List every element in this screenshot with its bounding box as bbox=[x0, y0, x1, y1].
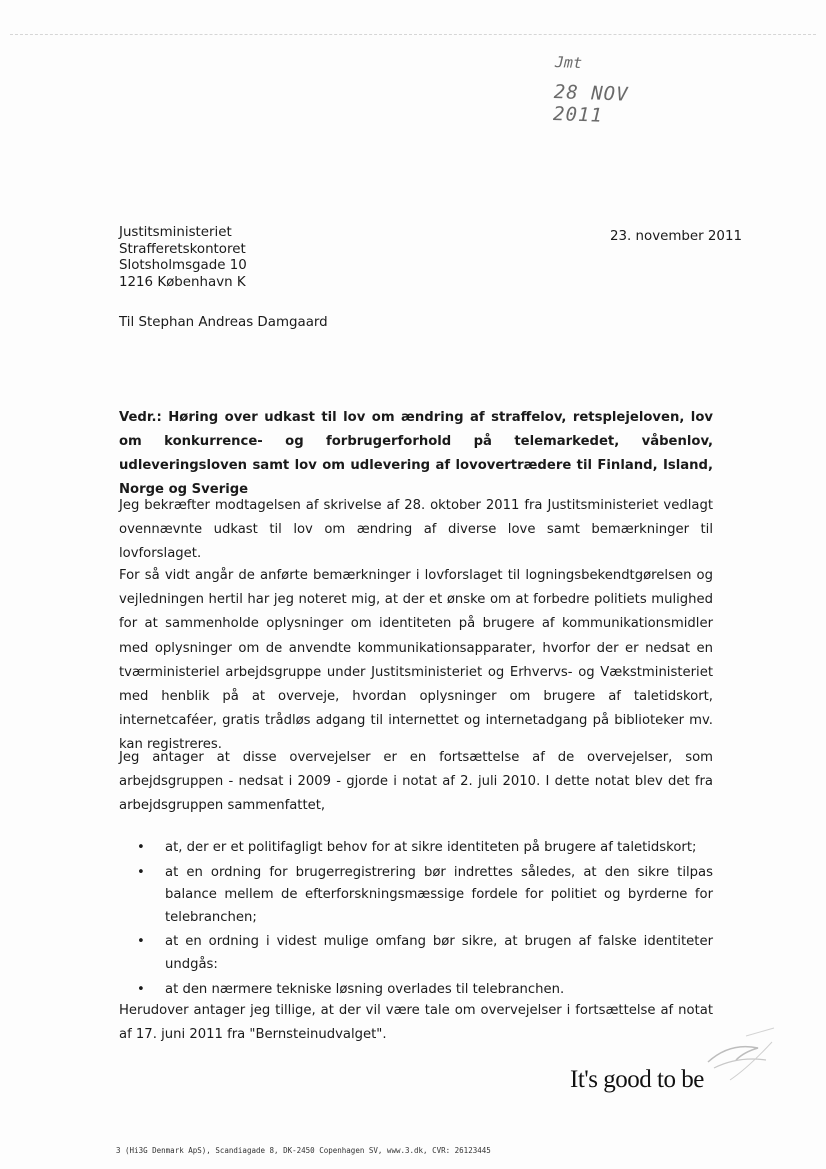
bullet-item bbox=[137, 862, 713, 930]
bullet-text: at, der er et politifagligt behov for at sikre identiteten på brugere af taletidskort; bbox=[165, 840, 697, 855]
bullet-dot-icon: • bbox=[137, 840, 145, 855]
body-paragraph: For så vidt angår de anførte bemærkninger i lovforslaget til logningsbekendtgørelsen og vejledningen hertil har jeg noteret mig, at der et ønske om at forbedre politiets mulighed for at sammenholde oplysninger om identiteten på brugere af kommunikationsmidler med oplysninger om de anvendte kommunikationsapparater, hvorfor der er nedsat en tværministeriel arbejdsgruppe under Justitsministeriet og Erhvervs- og Vækstministeriet med henblik på at overveje, hvordan oplysninger om brugere af taletidskort, internetcaféer, gratis trådløs adgang til internettet og internetadgang på biblioteker mv. kan registreres. bbox=[119, 568, 713, 753]
scan-edge-line bbox=[10, 34, 816, 35]
brand-tagline: It's good to be bbox=[570, 1066, 704, 1093]
closing-paragraph: Herudover antager jeg tillige, at der vil være tale om overvejelser i fortsættelse af notat af 17. juni 2011 fra "Bernsteinudvalget". bbox=[119, 1003, 713, 1043]
bullet-text: at en ordning for brugerregistrering bør indrettes således, at den sikre tilpas balance mellem de efterforskningsmæssige fordele for politiet og byrderne for telebranchen; bbox=[165, 864, 713, 925]
stamp-date: 28 NOV 2011 bbox=[552, 81, 629, 127]
recipient-line: 1216 København K bbox=[119, 274, 246, 290]
subject-heading: Vedr.: Høring over udkast til lov om ændring af straffelov, retsplejeloven, lov om konkurrence- og forbrugerforhold på telemarkedet, våbenlov, udleveringsloven samt lov om udlevering af lovovertrædere til Finland, Island, Norge og Sverige bbox=[119, 410, 713, 497]
attention-line: Til Stephan Andreas Damgaard bbox=[119, 315, 328, 330]
recipient-line: Strafferetskontoret bbox=[119, 241, 246, 257]
recipient-line: Justitsministeriet bbox=[119, 225, 232, 240]
letter-date: 23. november 2011 bbox=[609, 229, 742, 244]
bullet-item bbox=[137, 931, 713, 976]
body-paragraph: Jeg bekræfter modtagelsen af skrivelse af 28. oktober 2011 fra Justitsministeriet vedlagt ovennævnte udkast til lov om ændring af diverse love samt bemærkninger til lovforslaget. bbox=[119, 498, 713, 562]
recipient-address bbox=[119, 225, 247, 291]
received-stamp bbox=[539, 53, 681, 128]
three-swoosh-logo-icon bbox=[700, 1022, 780, 1092]
bullet-dot-icon: • bbox=[137, 864, 145, 880]
recipient-line: Slotsholmsgade 10 bbox=[119, 258, 247, 273]
bullet-item bbox=[137, 837, 713, 860]
summary-bullet-list bbox=[137, 837, 713, 1003]
company-footer: 3 (Hi3G Denmark ApS), Scandiagade 8, DK-2450 Copenhagen SV, www.3.dk, CVR: 26123445 bbox=[116, 1146, 491, 1155]
stamp-initials: Jmt bbox=[554, 53, 583, 73]
bullet-dot-icon: • bbox=[137, 934, 145, 950]
bullet-dot-icon: • bbox=[137, 981, 145, 997]
bullet-text: at en ordning i videst mulige omfang bør sikre, at brugen af falske identiteter undgås: bbox=[165, 934, 713, 972]
bullet-item bbox=[137, 979, 713, 1002]
bullet-text: at den nærmere tekniske løsning overlades til telebranchen. bbox=[165, 981, 565, 997]
body-paragraph: Jeg antager at disse overvejelser er en fortsættelse af de overvejelser, som arbejdsgruppen - nedsat i 2009 - gjorde i notat af 2. juli 2010. I dette notat blev det fra arbejdsgruppen sammenfattet, bbox=[119, 750, 713, 814]
